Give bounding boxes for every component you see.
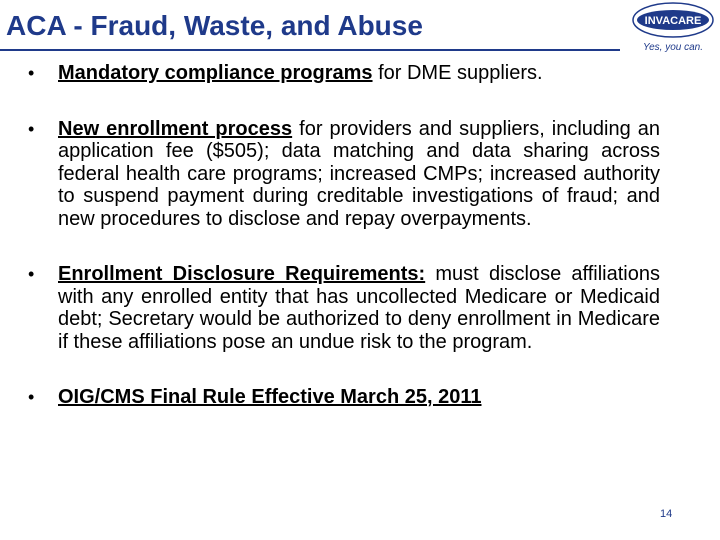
bullet-dot: • xyxy=(28,387,35,407)
bullet-item xyxy=(28,263,660,353)
bullet-text: must disclose affiliations with any enrolled entity that has uncollected Medicare or Medicaid debt; Secretary would be authorized to deny enrollment in Medicare if these affiliations pose an undue risk to the program. xyxy=(58,263,660,353)
bullet-lead: Enrollment Disclosure Requirements: xyxy=(58,263,426,285)
bullet-text: for providers and suppliers, including an application fee ($505); data matching and data sharing across federal health care programs; increased CMPs; increased authority to suspend payment during creditable investigations of fraud; and new procedures to disclose and repay overpayments. xyxy=(58,117,661,230)
bullet-item xyxy=(28,62,660,85)
page-number: 14 xyxy=(660,508,673,520)
logo-brand-text: INVACARE xyxy=(644,15,702,27)
bullet-dot: • xyxy=(28,63,35,83)
bullet-text: for DME suppliers. xyxy=(372,62,543,84)
bullet-list xyxy=(28,62,660,409)
bullet-lead: OIG/CMS Final Rule Effective March 25, 2011 xyxy=(58,386,482,408)
bullet-item xyxy=(28,118,660,231)
invacare-logo xyxy=(630,0,716,56)
bullet-dot: • xyxy=(28,264,35,284)
bullet-lead: Mandatory compliance programs xyxy=(58,62,373,84)
bullet-dot: • xyxy=(28,118,35,139)
title-underline xyxy=(0,49,620,51)
bullet-item xyxy=(28,386,660,409)
logo-tagline: Yes, you can. xyxy=(642,42,704,53)
bullet-lead: New enrollment process xyxy=(58,117,293,140)
slide-title: ACA - Fraud, Waste, and Abuse xyxy=(6,10,423,41)
